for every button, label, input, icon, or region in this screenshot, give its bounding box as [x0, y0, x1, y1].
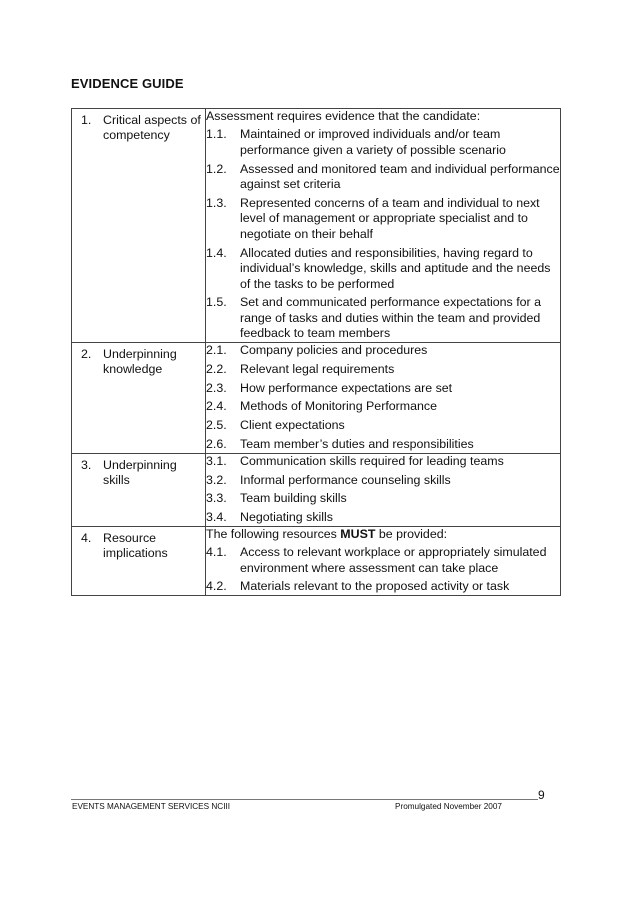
- aspect-label: Resource implications: [103, 530, 168, 561]
- aspect-cell: [72, 526, 206, 595]
- detail-cell: [206, 453, 561, 526]
- item-text: Allocated duties and responsibilities, having regard to individual’s knowledge, skills and aptitude and the needs of the tasks to be performed: [240, 245, 551, 291]
- list-item: [206, 491, 560, 506]
- table-row: [72, 526, 561, 595]
- detail-cell: [206, 109, 561, 343]
- list-item: [206, 295, 560, 341]
- item-number: 1.2.: [206, 161, 227, 176]
- list-item: [206, 399, 560, 414]
- list-item: [206, 246, 560, 292]
- list-item: [206, 579, 560, 594]
- table-row: [72, 453, 561, 526]
- aspect-number: 2.: [81, 346, 92, 361]
- list-item: [206, 196, 560, 242]
- item-text: Access to relevant workplace or appropriately simulated environment where assessment can take place: [240, 545, 547, 575]
- aspect-cell: [72, 342, 206, 453]
- item-number: 2.4.: [206, 399, 227, 414]
- item-number: 3.4.: [206, 510, 227, 525]
- aspect-label: Underpinning skills: [103, 457, 177, 488]
- item-number: 2.3.: [206, 380, 227, 395]
- item-text: Materials relevant to the proposed activity or task: [240, 579, 510, 594]
- table-row: [72, 109, 561, 343]
- item-text: Methods of Monitoring Performance: [240, 399, 437, 414]
- item-text: Team member’s duties and responsibilities: [240, 437, 474, 452]
- aspect-number: 1.: [81, 113, 92, 127]
- item-number: 2.2.: [206, 361, 227, 376]
- item-text: Assessed and monitored team and individual performance against set criteria: [240, 161, 560, 192]
- page-number: 9: [538, 788, 545, 802]
- table-row: [72, 342, 561, 453]
- item-number: 1.4.: [206, 245, 227, 260]
- item-number: 2.1.: [206, 342, 227, 357]
- item-text: Communication skills required for leading teams: [240, 453, 504, 468]
- list-item: [206, 510, 560, 525]
- item-text: Team building skills: [240, 491, 347, 506]
- aspect-number: 3.: [81, 457, 92, 472]
- item-number: 1.3.: [206, 196, 227, 211]
- intro-text: be provided:: [375, 526, 448, 541]
- list-item: [206, 545, 560, 576]
- item-number: 2.6.: [206, 437, 227, 452]
- item-text: Client expectations: [240, 418, 345, 433]
- item-text: Negotiating skills: [240, 510, 333, 525]
- item-number: 2.5.: [206, 418, 227, 433]
- list-item: [206, 127, 560, 158]
- footer-date: Promulgated November 2007: [395, 802, 502, 811]
- row-intro: Assessment requires evidence that the candidate:: [206, 109, 481, 123]
- item-number: 4.1.: [206, 545, 227, 560]
- list-item: [206, 473, 560, 488]
- item-number: 4.2.: [206, 579, 227, 594]
- intro-emphasis: MUST: [340, 526, 376, 541]
- list-item: [206, 162, 560, 193]
- item-text: Maintained or improved individuals and/or team performance given a variety of possible scenario: [240, 127, 506, 157]
- item-text: Represented concerns of a team and individual to next level of management or appropriate specialist and to negotiate on their behalf: [240, 196, 540, 241]
- aspect-number: 4.: [81, 530, 92, 545]
- item-number: 1.5.: [206, 295, 227, 310]
- item-text: Company policies and procedures: [240, 342, 428, 357]
- detail-cell: [206, 342, 561, 453]
- list-item: [206, 362, 560, 377]
- item-text: Informal performance counseling skills: [240, 472, 451, 487]
- list-item: [206, 381, 560, 396]
- page-title: EVIDENCE GUIDE: [71, 76, 184, 91]
- row-intro: [206, 527, 560, 542]
- item-text: How performance expectations are set: [240, 380, 453, 395]
- footer-divider: [71, 799, 538, 800]
- item-number: 3.3.: [206, 491, 227, 506]
- aspect-label: Critical aspects of competency: [103, 113, 201, 143]
- item-text: Relevant legal requirements: [240, 361, 395, 376]
- intro-text: The following resources: [206, 526, 341, 541]
- aspect-cell: [72, 453, 206, 526]
- list-item: [206, 454, 560, 469]
- list-item: [206, 343, 560, 358]
- item-text: Set and communicated performance expectations for a range of tasks and duties within the team and provided feedback to team members: [240, 295, 541, 341]
- evidence-guide-table: [71, 108, 561, 596]
- footer-title: EVENTS MANAGEMENT SERVICES NCIII: [72, 802, 231, 811]
- item-number: 3.2.: [206, 472, 227, 487]
- item-number: 3.1.: [206, 453, 227, 468]
- aspect-label: Underpinning knowledge: [103, 346, 177, 377]
- list-item: [206, 437, 560, 452]
- list-item: [206, 418, 560, 433]
- item-number: 1.1.: [206, 127, 227, 142]
- detail-cell: [206, 526, 561, 595]
- aspect-cell: [72, 109, 206, 343]
